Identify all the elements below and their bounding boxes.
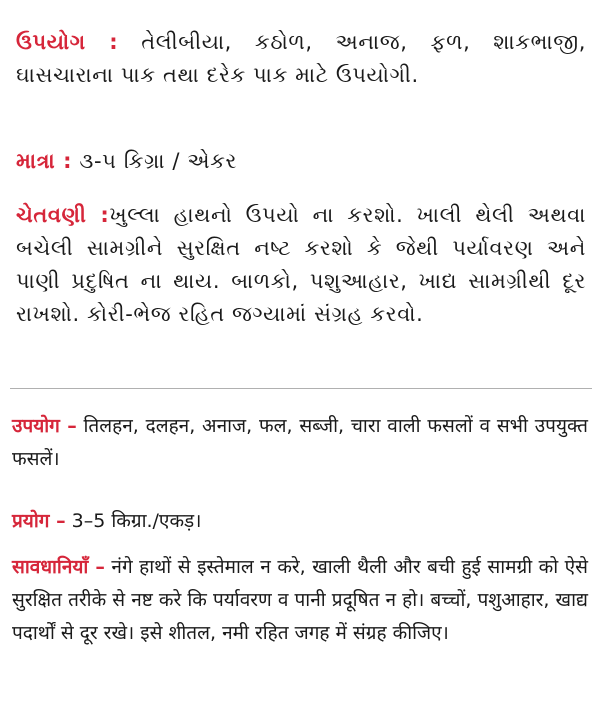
hindi-usage-label: उपयोग –: [12, 415, 77, 437]
gujarati-dosage-paragraph: [16, 145, 586, 178]
divider-line: [10, 388, 592, 389]
gujarati-usage-label: ઉપયોગ :: [16, 30, 119, 54]
language-divider: [14, 388, 588, 389]
gujarati-usage-paragraph: [16, 26, 586, 92]
gujarati-warning-paragraph: [16, 199, 586, 331]
hindi-precautions-label: सावधानियाँ –: [12, 556, 105, 578]
hindi-application-text: 3–5 किग्रा./एकड़।: [71, 510, 202, 532]
gujarati-dosage-text: ૩-૫ કિગ્રા / એકર: [79, 149, 237, 173]
gujarati-dosage-label: માત્રા :: [16, 149, 73, 173]
gujarati-warning-label: ચેતવણી :: [16, 203, 110, 227]
hindi-application-paragraph: [12, 505, 588, 538]
gujarati-warning-text: ખુલ્લા હાથનો ઉપયો ના કરશો. ખાલી થેલી અથવા બચેલી સામગ્રીને સુરક્ષિત નષ્ટ કરશો કે જેથી પર્યાવરણ અને પાણી પ્રદુષિત ના થાય. બાળકો, પશુઆહાર, ખાદ્ય સામગ્રીથી દૂર રાખશો. કોરી-ભેજ રહિત જગ્યામાં સંગ્રહ કરવો.: [16, 203, 587, 326]
hindi-precautions-paragraph: [12, 551, 588, 650]
hindi-precautions-text: नंगे हाथों से इस्तेमाल न करे, खाली थैली और बची हुई सामग्री को ऐसे सुरक्षित तरीके से नष्ट करे कि पर्यावरण व पानी प्रदूषित न हो। बच्चों, पशुआहार, खाद्य पदार्थों से दूर रखे। इसे शीतल, नमी रहित जगह में संग्रह कीजिए।: [12, 556, 588, 644]
gujarati-usage-text: તેલીબીયા, કઠોળ, અનાજ, ફળ, શાકભાજી, ઘાસચારાના પાક તથા દરેક પાક માટે ઉપયોગી.: [16, 30, 586, 87]
hindi-application-label: प्रयोग –: [12, 510, 66, 532]
hindi-usage-text: तिलहन, दलहन, अनाज, फल, सब्जी, चारा वाली फसलों व सभी उपयुक्त फसलें।: [12, 415, 588, 470]
hindi-usage-paragraph: [12, 410, 588, 476]
